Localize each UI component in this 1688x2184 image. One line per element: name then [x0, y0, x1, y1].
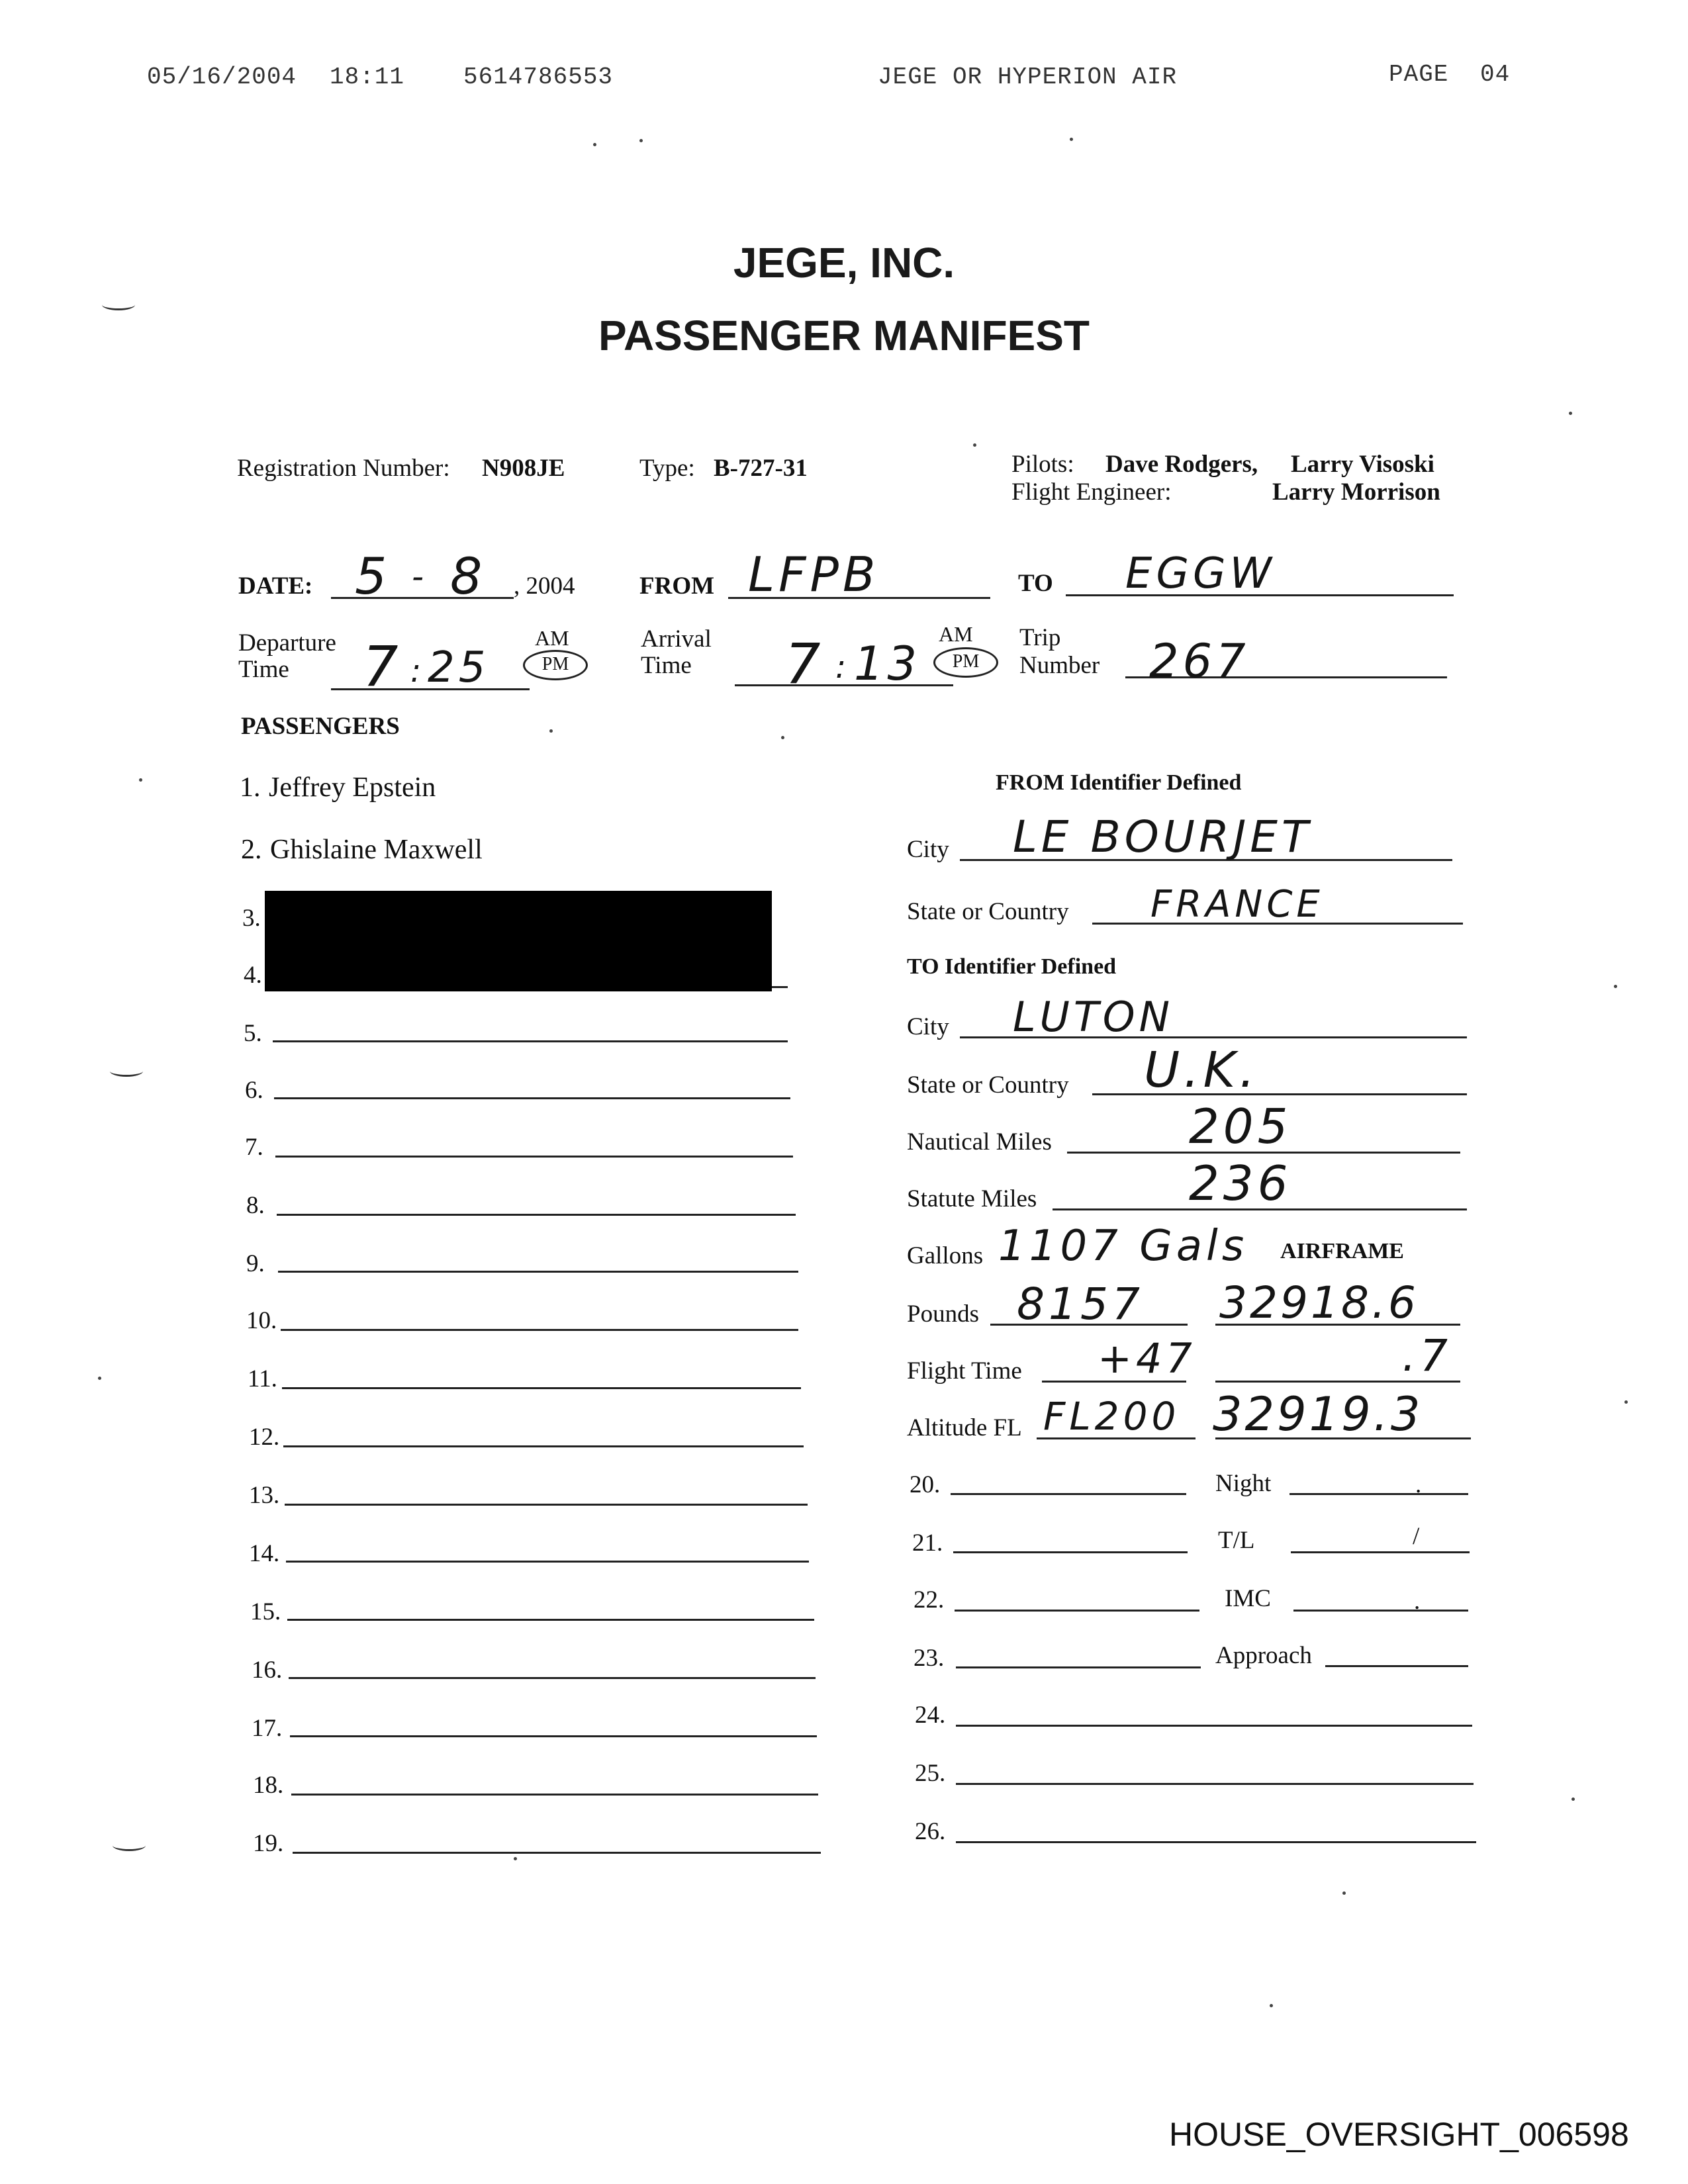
scan-speck — [549, 729, 553, 733]
type-label: Type: — [639, 455, 695, 482]
passenger-number: 6. — [245, 1077, 263, 1104]
scan-speck — [781, 736, 784, 739]
passenger-number: 10. — [246, 1307, 277, 1334]
fax-page-number: 04 — [1480, 61, 1511, 88]
to-city-value: LUTON — [1013, 993, 1174, 1041]
passenger-number: 19. — [253, 1830, 284, 1857]
right-row-line — [955, 1610, 1199, 1612]
right-row-line — [956, 1841, 1476, 1843]
type-value: B-727-31 — [714, 455, 808, 482]
date-day: 8 — [450, 547, 487, 606]
to-state-value: U.K. — [1144, 1042, 1259, 1099]
tl-separator: / — [1413, 1523, 1420, 1550]
from-city-value: LE BOURJET — [1013, 811, 1313, 862]
right-row-number: 22. — [914, 1586, 945, 1614]
scan-speck — [1614, 985, 1617, 988]
pilots-label: Pilots: — [1011, 451, 1074, 478]
night-label: Night — [1215, 1470, 1272, 1497]
redaction-block — [265, 891, 772, 991]
right-row-line — [956, 1725, 1472, 1727]
imc-label: IMC — [1225, 1585, 1271, 1612]
passenger-number: 16. — [252, 1657, 283, 1684]
scan-speck — [639, 139, 643, 142]
flight-time-label: Flight Time — [907, 1357, 1022, 1385]
airframe-value-1: 32918.6 — [1219, 1277, 1419, 1328]
arrival-am: AM — [939, 622, 973, 646]
airframe-heading: AIRFRAME — [1280, 1239, 1404, 1263]
scan-mark — [113, 1840, 146, 1851]
to-label: TO — [1018, 570, 1053, 597]
right-row-number: 26. — [915, 1818, 946, 1845]
altitude-label: Altitude FL — [907, 1414, 1022, 1441]
to-identifier-heading: TO Identifier Defined — [907, 954, 1117, 979]
altitude-value: FL200 — [1043, 1394, 1180, 1439]
scan-mark — [110, 1066, 143, 1077]
passenger-number: 9. — [246, 1250, 265, 1277]
passenger-number: 3. — [242, 905, 261, 932]
trip-value: 267 — [1149, 634, 1250, 688]
scan-speck — [973, 443, 976, 447]
passenger-number: 14. — [249, 1540, 280, 1567]
passenger-line — [274, 1097, 790, 1099]
trip-label-2: Number — [1019, 652, 1100, 679]
departure-label-2: Time — [238, 656, 289, 683]
pounds-label: Pounds — [907, 1300, 979, 1328]
right-row-line — [951, 1493, 1186, 1495]
fax-sender: JEGE OR HYPERION AIR — [878, 64, 1178, 91]
to-state-label: State or Country — [907, 1071, 1069, 1099]
departure-hour: 7 — [363, 634, 402, 699]
passenger-name: Ghislaine Maxwell — [270, 835, 483, 865]
bates-number: HOUSE_OVERSIGHT_006598 — [1169, 2116, 1629, 2153]
passenger-number: 17. — [252, 1715, 283, 1742]
right-row-number: 20. — [910, 1471, 941, 1498]
from-identifier-heading: FROM Identifier Defined — [996, 770, 1242, 795]
departure-am: AM — [535, 626, 569, 650]
to-city-label: City — [907, 1013, 949, 1040]
arrival-label-2: Time — [641, 652, 692, 679]
date-month: 5 — [355, 547, 391, 606]
pilot-1: Dave Rodgers, — [1105, 451, 1258, 478]
right-row-number: 21. — [912, 1529, 943, 1557]
from-label: FROM — [639, 572, 715, 600]
fax-date: 05/16/2004 — [147, 64, 297, 91]
date-label: DATE: — [238, 572, 313, 600]
engineer-value: Larry Morrison — [1272, 478, 1440, 506]
arrival-sep: : — [835, 649, 851, 686]
scan-speck — [1569, 412, 1572, 415]
passenger-number: 4. — [244, 962, 262, 989]
registration-label: Registration Number: — [237, 455, 450, 482]
to-value: EGGW — [1125, 549, 1276, 598]
passenger-line — [273, 1040, 788, 1042]
scan-speck — [1624, 1400, 1628, 1404]
nautical-miles-label: Nautical Miles — [907, 1128, 1052, 1156]
registration-value: N908JE — [482, 455, 565, 482]
scan-speck — [1070, 138, 1073, 141]
departure-sep: : — [410, 653, 426, 690]
pounds-value: 8157 — [1017, 1279, 1144, 1330]
right-row-number: 24. — [915, 1702, 946, 1729]
passenger-number: 12. — [249, 1424, 280, 1451]
passenger-name: Jeffrey Epstein — [269, 772, 436, 803]
passengers-heading: PASSENGERS — [241, 713, 400, 740]
fax-phone: 5614786553 — [463, 64, 614, 91]
from-value: LFPB — [748, 547, 880, 602]
company-name: JEGE, INC. — [733, 239, 955, 287]
departure-pm-circle: PM — [523, 650, 588, 680]
imc-line — [1293, 1610, 1468, 1612]
passenger-number: 13. — [249, 1482, 280, 1509]
night-separator: . — [1415, 1471, 1422, 1498]
passenger-number: 11. — [248, 1365, 277, 1392]
tl-line — [1291, 1551, 1470, 1553]
passenger-number: 18. — [253, 1772, 284, 1799]
passenger-number: 15. — [250, 1598, 281, 1625]
passenger-line — [275, 1156, 793, 1158]
flight-time-value: +47 — [1098, 1334, 1196, 1383]
from-state-label: State or Country — [907, 898, 1069, 925]
passenger-line — [291, 1794, 818, 1796]
passenger-line — [283, 1445, 804, 1447]
passenger-number: 2. — [241, 835, 262, 865]
passenger-line — [278, 1271, 798, 1273]
passenger-number: 8. — [246, 1192, 265, 1219]
passenger-line — [287, 1619, 814, 1621]
approach-line — [1325, 1665, 1468, 1667]
arrival-pm-circle: PM — [933, 647, 998, 678]
trip-label-1: Trip — [1019, 624, 1061, 651]
fax-page-label: PAGE — [1389, 61, 1449, 88]
right-row-line — [956, 1666, 1201, 1668]
passenger-number: 1. — [240, 772, 261, 803]
pilot-2: Larry Visoski — [1291, 451, 1434, 478]
document-title: PASSENGER MANIFEST — [598, 312, 1090, 359]
engineer-label: Flight Engineer: — [1011, 478, 1172, 506]
passenger-number: 7. — [245, 1134, 263, 1161]
scan-mark — [102, 299, 135, 310]
from-city-label: City — [907, 836, 949, 863]
arrival-hour: 7 — [785, 631, 825, 696]
departure-min: 25 — [428, 643, 490, 692]
gallons-value: 1107 Gals — [998, 1222, 1248, 1271]
statute-miles-value: 236 — [1189, 1156, 1292, 1211]
passenger-line — [285, 1504, 808, 1506]
airframe-value-2: .7 — [1402, 1330, 1452, 1381]
right-row-line — [953, 1551, 1188, 1553]
arrival-min: 13 — [854, 637, 921, 691]
arrival-label-1: Arrival — [641, 625, 712, 653]
fax-time: 18:11 — [330, 64, 405, 91]
passenger-number: 5. — [244, 1020, 262, 1047]
passenger-line — [277, 1214, 796, 1216]
nautical-miles-value: 205 — [1189, 1099, 1292, 1154]
right-row-number: 25. — [915, 1760, 946, 1787]
passenger-line — [293, 1852, 821, 1854]
date-sep: - — [412, 557, 428, 596]
airframe-value-3: 32919.3 — [1213, 1387, 1423, 1441]
scan-speck — [514, 1857, 517, 1860]
gallons-label: Gallons — [907, 1242, 984, 1269]
scan-speck — [593, 143, 596, 146]
statute-miles-label: Statute Miles — [907, 1185, 1037, 1212]
right-row-number: 23. — [914, 1645, 945, 1672]
scan-speck — [1571, 1797, 1575, 1801]
departure-label-1: Departure — [238, 629, 336, 657]
passenger-line — [281, 1329, 798, 1331]
passenger-line — [290, 1735, 817, 1737]
tl-label: T/L — [1218, 1527, 1255, 1554]
imc-separator: . — [1414, 1588, 1421, 1615]
scan-speck — [1342, 1891, 1346, 1895]
from-state-value: FRANCE — [1150, 883, 1324, 926]
passenger-line — [286, 1561, 809, 1563]
date-year: , 2004 — [514, 572, 575, 600]
right-row-line — [956, 1783, 1474, 1785]
approach-label: Approach — [1215, 1642, 1312, 1669]
scan-speck — [98, 1377, 101, 1380]
scan-speck — [139, 778, 142, 782]
scan-speck — [1270, 2004, 1273, 2007]
night-line — [1289, 1493, 1468, 1495]
passenger-line — [282, 1387, 801, 1389]
passenger-line — [289, 1677, 816, 1679]
